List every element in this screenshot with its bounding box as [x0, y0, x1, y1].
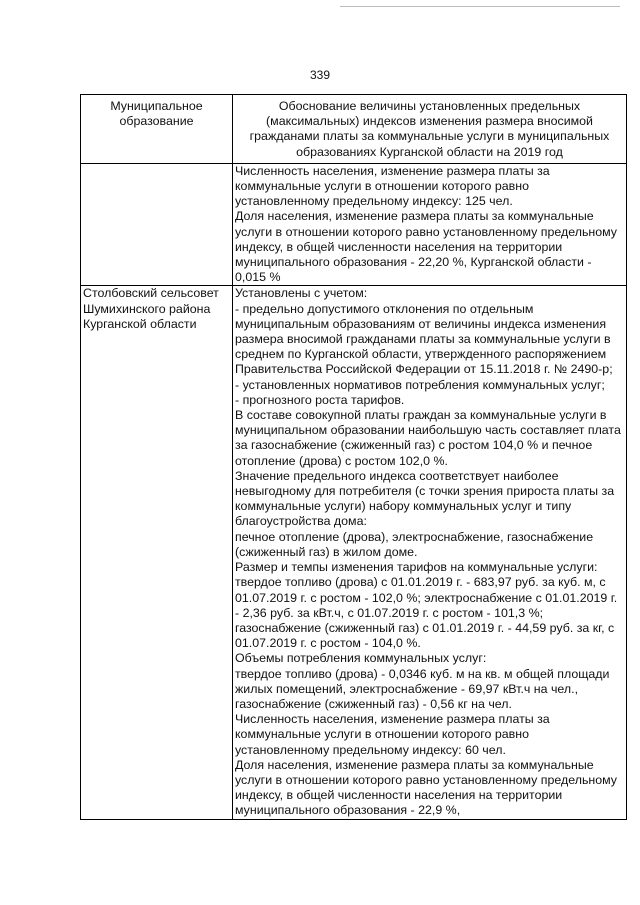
- row1-line: Численность населения, изменение размера платы за коммунальные услуги в отношении которого равно установленному предельному индексу: 125 чел.: [235, 163, 550, 209]
- row2-line: Размер и темпы изменения тарифов на коммунальные услуги:: [235, 560, 598, 575]
- page-number: 339: [309, 68, 331, 82]
- row1-line: Доля населения, изменение размера платы за коммунальные услуги в отношении которого равно установленному предельному индексу, в общей численности населения на территории муниципального образования - 22,20 %, Курганской области - 0,015 %: [235, 209, 617, 285]
- row1-municipality: [81, 163, 233, 286]
- row2-line: твердое топливо (дрова) - 0,0346 куб. м на кв. м общей площади жилых помещений, электроснабжение - 69,97 кВт.ч на чел., газоснабжение (сжиженный газ) - 0,56 кг на чел.: [235, 666, 610, 711]
- scan-artifact-line: [340, 6, 620, 7]
- row2-line: печное отопление (дрова), электроснабжение, газоснабжение (сжиженный газ) в жилом доме.: [235, 529, 594, 559]
- row2-justification: [233, 286, 627, 819]
- header-municipality: Муниципальное образование: [81, 95, 233, 164]
- row2-municipality: Столбовский сельсовет Шумихинского района Курганской области: [81, 286, 233, 819]
- table-row: [81, 286, 627, 819]
- row2-line: - предельно допустимого отклонения по отдельным муниципальным образованиям от величины индекса изменения размера вносимой гражданами платы за коммунальные услуги в среднем по Курганской области, утвержденного распоряжением Правительства Российской Федерации от 15.11.2018 г. № 2490-р;: [235, 301, 613, 377]
- row1-justification: [233, 163, 627, 286]
- row2-line: Численность населения, изменение размера платы за коммунальные услуги в отношении которого равно установленному предельному индексу: 60 чел.: [235, 712, 550, 757]
- row2-line: В составе совокупной платы граждан за коммунальные услуги в муниципальном образовании наибольшую часть составляет плата за газоснабжение (сжиженный газ) с ростом 104,0 % и печное отопление (дрова) с ростом 102,0 %.: [235, 408, 621, 468]
- row2-line: Объемы потребления коммунальных услуг:: [235, 651, 487, 666]
- document-table: [80, 94, 627, 820]
- table-header-row: [81, 95, 627, 164]
- row2-line: Значение предельного индекса соответствует наиболее невыгодному для потребителя (с точки зрения прироста платы за коммунальные услуги) набору коммунальных услуг и типу благоустройства дома:: [235, 468, 615, 529]
- row2-line: Доля населения, изменение размера платы за коммунальные услуги в отношении которого равно установленному предельному индексу, в общей численности населения на территории муниципального образования - 22,9 %,: [235, 757, 617, 818]
- header-justification: Обоснование величины установленных предельных (максимальных) индексов изменения размера вносимой гражданами платы за коммунальные услуги в муниципальных образованиях Курганской области на 2019 год: [233, 95, 627, 164]
- row2-line: Установлены с учетом:: [235, 286, 368, 301]
- row2-line: - установленных нормативов потребления коммунальных услуг;: [235, 377, 605, 392]
- row2-line: - прогнозного роста тарифов.: [235, 392, 405, 407]
- table-row: [81, 163, 627, 286]
- row2-line: твердое топливо (дрова) с 01.01.2019 г. - 683,97 руб. за куб. м, с 01.07.2019 г. с ростом - 102,0 %; электроснабжение с 01.01.2019 г. - 2,36 руб. за кВт.ч, с 01.07.2019 г. с ростом - 101,3 %; газоснабжение (сжиженный газ) с 01.01.2019 г. - 44,59 руб. за кг, с 01.07.2019 г. с ростом - 104,0 %.: [235, 575, 618, 651]
